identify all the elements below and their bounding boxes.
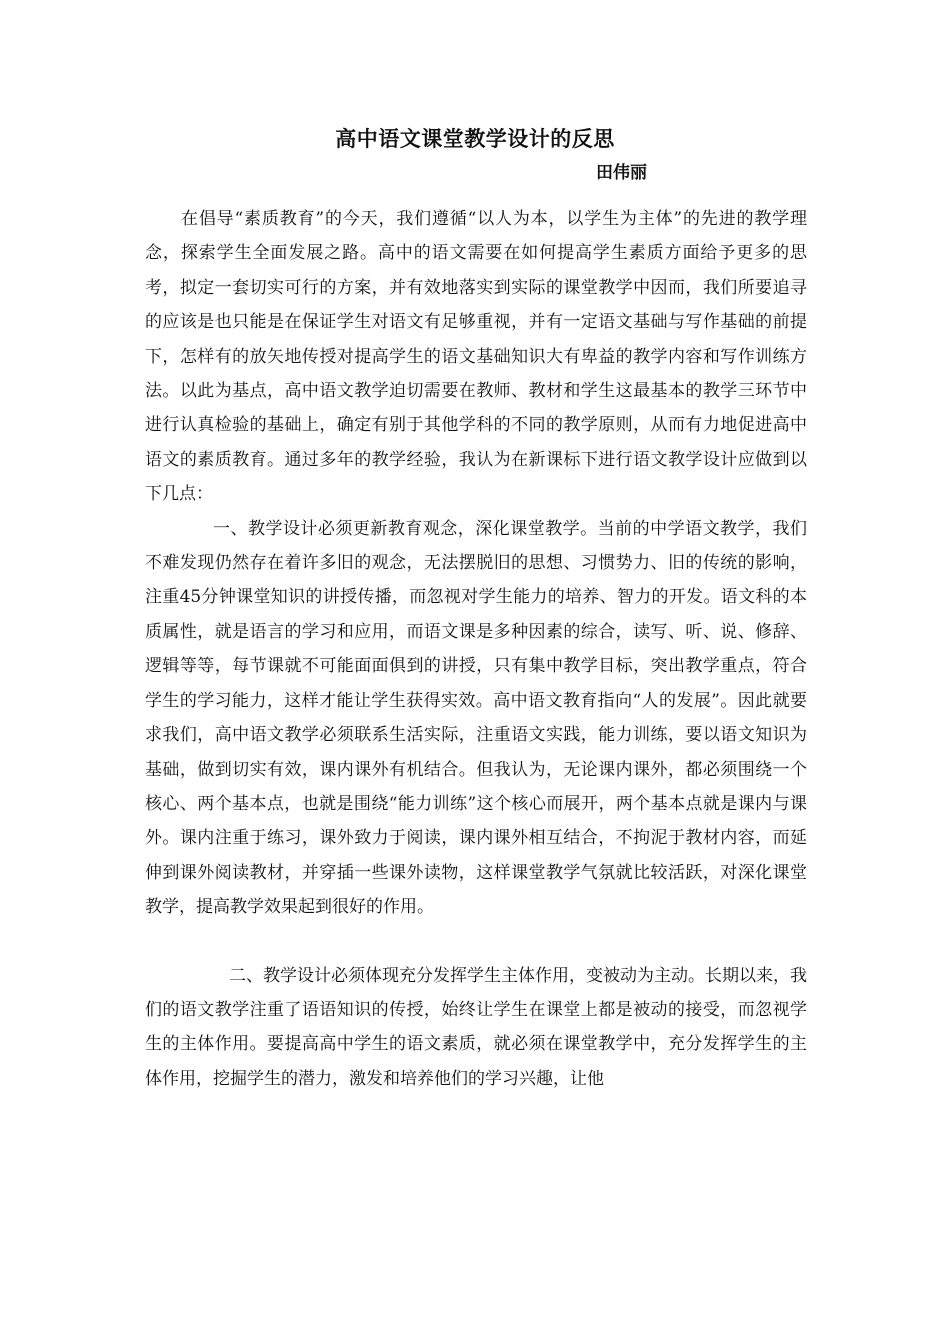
document-body bbox=[145, 202, 807, 1096]
paragraph-point-one: 一、教学设计必须更新教育观念，深化课堂教学。当前的中学语文教学，我们不难发现仍然存在着许多旧的观念，无法摆脱旧的思想、习惯势力、旧的传统的影响，注重45分钟课堂知识的讲授传播，而忽视对学生能力的培养、智力的开发。语文科的本质属性，就是语言的学习和应用，而语文课是多种因素的综合，读写、听、说、修辞、逻辑等等，每节课就不可能面面俱到的讲授，只有集中教学目标，突出教学重点，符合学生的学习能力，这样才能让学生获得实效。高中语文教育指向“人的发展”。因此就要求我们，高中语文教学必须联系生活实际，注重语文实践，能力训练，要以语文知识为基础，做到切实有效，课内课外有机结合。但我认为，无论课内课外，都必须围绕一个核心、两个基本点，也就是围绕“能力训练”这个核心而展开，两个基本点就是课内与课外。课内注重于练习，课外致力于阅读，课内课外相互结合，不拘泥于教材内容，而延伸到课外阅读教材，并穿插一些课外读物，这样课堂教学气氛就比较活跃，对深化课堂教学，提高教学效果起到很好的作用。 bbox=[145, 518, 807, 918]
paragraph-point-two: 二、教学设计必须体现充分发挥学生主体作用，变被动为主动。长期以来，我们的语文教学注重了语语知识的传授，始终让学生在课堂上都是被动的接受，而忽视学生的主体作用。要提高高中学生的语文素质，就必须在课堂教学中，充分发挥学生的主体作用，挖掘学生的潜力，激发和培养他们的学习兴趣，让他 bbox=[145, 965, 807, 1089]
document-title: 高中语文课堂教学设计的反思 bbox=[335, 126, 615, 151]
author-name: 田伟丽 bbox=[596, 163, 647, 183]
paragraph-intro: 在倡导“素质教育”的今天，我们遵循“以人为本，以学生为主体”的先进的教学理念，探索学生全面发展之路。高中的语文需要在如何提高学生素质方面给予更多的思考，拟定一套切实可行的方案，并有效地落实到实际的课堂教学中因而，我们所要追寻的应该是也只能是在保证学生对语文有足够重视，并有一定语文基础与写作基础的前提下，怎样有的放矢地传授对提高学生的语文基础知识大有卑益的教学内容和写作训练方法。以此为基点，高中语文教学迫切需要在教师、教材和学生这最基本的教学三环节中进行认真检验的基础上，确定有别于其他学科的不同的教学原则，从而有力地促进高中语文的素质教育。通过多年的教学经验，我认为在新课标下进行语文教学设计应做到以下几点： bbox=[145, 209, 807, 505]
